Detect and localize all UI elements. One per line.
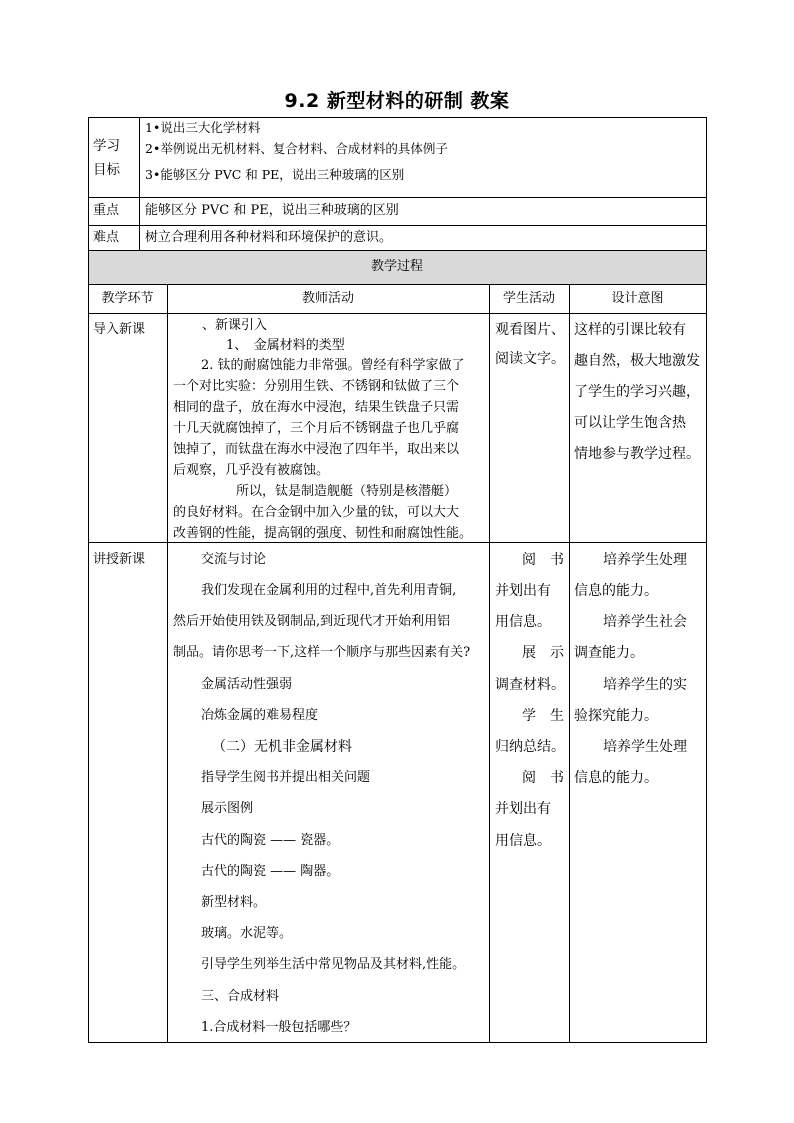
lecture-stage: 讲授新课 <box>93 552 146 567</box>
difficulty-label: 难点 <box>93 230 120 245</box>
intro-stage: 导入新课 <box>93 322 146 337</box>
objective-item-1: 1•说出三大化学材料 <box>145 120 261 135</box>
column-header-stage: 教学环节 <box>101 291 154 306</box>
objectives-label: 学习 目标 <box>93 138 120 178</box>
column-header-design: 设计意图 <box>611 291 664 306</box>
difficulty-text: 树立合理利用各种材料和环境保护的意识。 <box>145 230 393 245</box>
column-header-teacher: 教师活动 <box>301 291 354 306</box>
key-point-label: 重点 <box>93 203 120 218</box>
objective-item-3: 3•能够区分 PVC 和 PE，说出三种玻璃的区别 <box>145 167 405 182</box>
page-title: 9.2 新型材料的研制 教案 <box>284 90 510 112</box>
column-header-student: 学生活动 <box>502 291 555 306</box>
key-point-text: 能够区分 PVC 和 PE，说出三种玻璃的区别 <box>145 203 399 218</box>
process-header: 教学过程 <box>370 259 423 274</box>
objective-item-2: 2•举例说出无机材料、复合材料、合成材料的具体例子 <box>145 141 448 156</box>
